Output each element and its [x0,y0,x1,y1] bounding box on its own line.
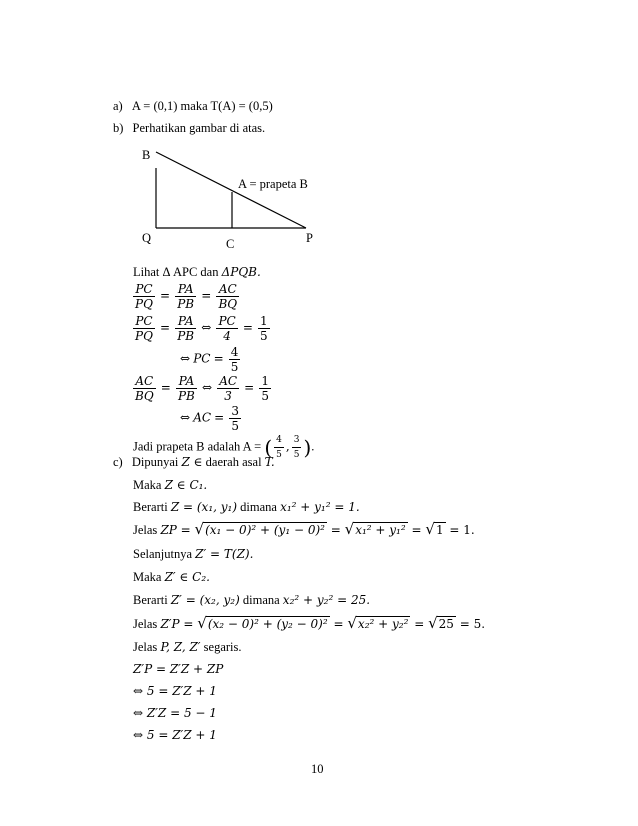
selanjutnya-line: Selanjutnya Z′ = T(Z). [133,547,254,561]
item-b-text: Perhatikan gambar di atas. [132,121,266,135]
label-q: Q [142,231,152,245]
ratio-equation-2: $\frac{PC}{PQ}$ = $\frac{PA}{PB}$ ⇔ $\frac{PC}{4}$ = $\frac{1}{5}$ [135,314,268,343]
lihat-text: Lihat Δ APC dan [133,265,222,279]
label-a-prapeta: A = prapeta B [238,177,308,191]
jadi-text: Jadi prapeta B adalah A = [133,439,265,454]
item-b-label: b) [113,121,124,135]
jadi-line: Jadi prapeta B adalah A = ( $\frac{4}{5}$ , $\frac{3}{5}$ ). [133,435,315,460]
item-a-text: A = (0,1) maka T(A) = (0,5) [131,99,273,113]
derivation-line-1: Z′P = Z′Z + ZP [133,662,224,676]
pc-result: ⇔ PC = $\frac{4}{5}$ [180,345,239,374]
ratio-equation-3: $\frac{AC}{BQ}$ = $\frac{PA}{PB}$ ⇔ $\frac{AC}{3}$ = $\frac{1}{5}$ [135,374,269,403]
item-c: c) Dipunyai Z ∈ daerah asal T. [113,455,275,469]
item-a-label: a) [113,99,123,113]
maka-line-1: Maka Z ∈ C₁. [133,478,208,492]
item-c-label: c) [113,455,123,469]
label-p: P [306,231,313,245]
lihat-math: ΔPQB. [221,265,261,279]
maka-line-2: Maka Z′ ∈ C₂. [133,570,210,584]
derivation-line-4: ⇔ 5 = Z′Z + 1 [133,728,217,742]
item-b [113,121,265,136]
label-c: C [226,237,235,251]
lihat-line [133,265,261,280]
jelas-line-2: Jelas Z′P = √(x₂ − 0)² + (y₂ − 0)² = √x₂² + y₂² = √25 = 5. [133,614,486,632]
berarti-line-2: Berarti Z′ = (x₂, y₂) dimana x₂² + y₂² = 25. [133,593,371,607]
derivation-line-3: ⇔ Z′Z = 5 − 1 [133,706,217,720]
label-b: B [142,148,151,162]
item-a [113,99,273,114]
derivation-line-2: ⇔ 5 = Z′Z + 1 [133,684,217,698]
page-number: 10 [311,762,324,776]
berarti-line-1: Berarti Z = (x₁, y₁) dimana x₁² + y₁² = 1. [133,500,360,514]
jelas-line-3: Jelas P, Z, Z′ segaris. [133,640,242,654]
ratio-equation-1: $\frac{PC}{PQ}$ = $\frac{PA}{PB}$ = $\frac{AC}{BQ}$ [135,282,238,311]
jelas-line-1: Jelas ZP = √(x₁ − 0)² + (y₁ − 0)² = √x₁² + y₁² = √1 = 1. [133,520,475,538]
ac-result: ⇔ AC = $\frac{3}{5}$ [180,404,239,433]
triangle-figure [120,140,340,260]
